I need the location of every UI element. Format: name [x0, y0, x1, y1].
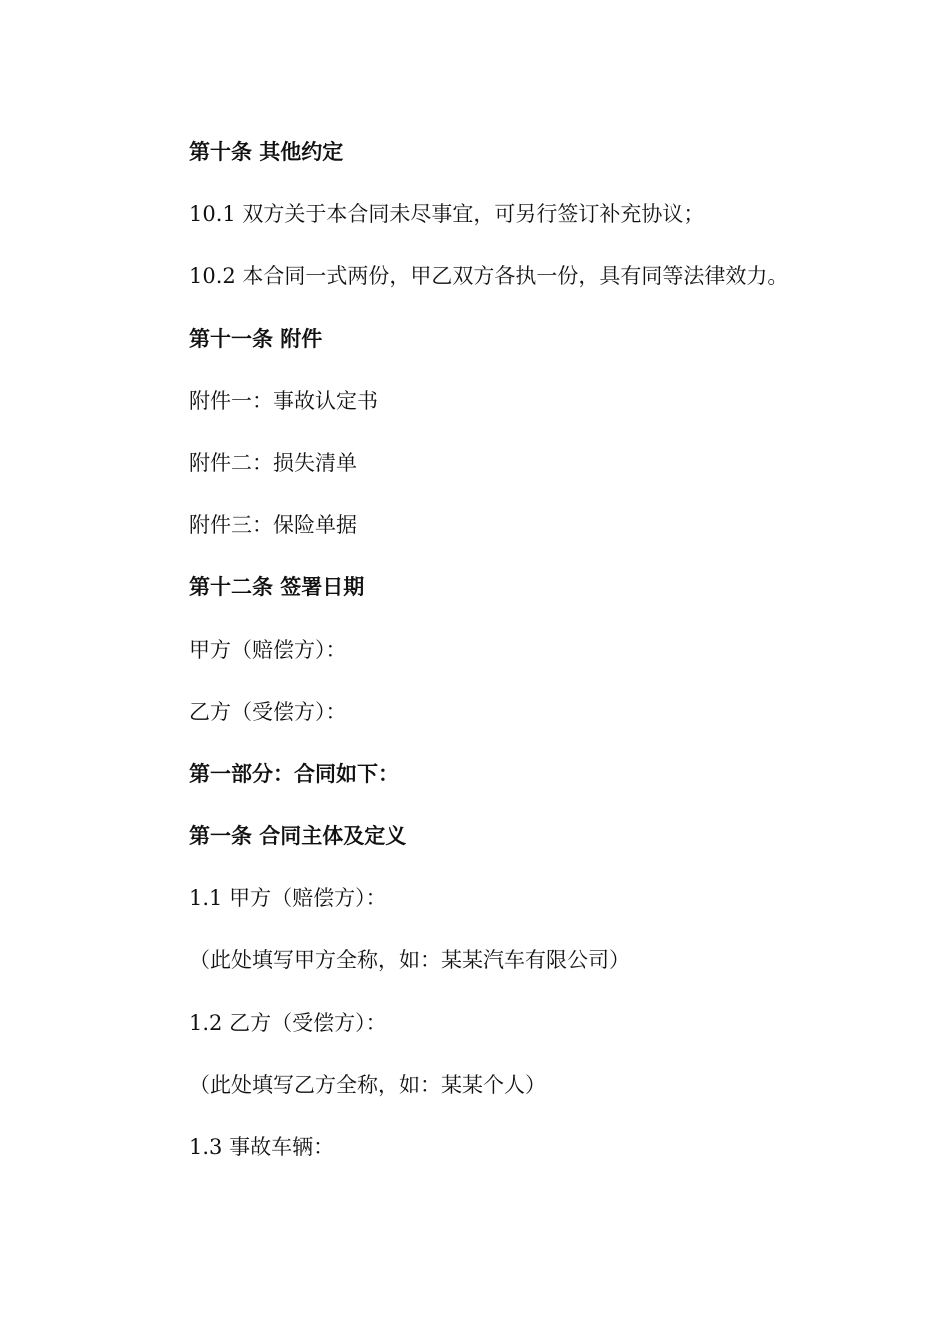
section-heading-article-12: 第十二条 签署日期	[189, 575, 365, 600]
attachment-2: 附件二：损失清单	[189, 450, 357, 475]
clause-1-3: 1.3 事故车辆：	[189, 1135, 335, 1159]
clause-1-2: 1.2 乙方（受偿方）：	[189, 1010, 387, 1035]
part-one-heading: 第一部分：合同如下：	[189, 761, 399, 786]
clause-1-2-note: （此处填写乙方全称，如：某某个人）	[189, 1072, 546, 1097]
clause-1-1: 1.1 甲方（赔偿方）：	[189, 886, 387, 911]
section-heading-article-11: 第十一条 附件	[189, 326, 323, 351]
attachment-1: 附件一：事故认定书	[189, 388, 378, 413]
section-heading-article-10: 第十条 其他约定	[189, 140, 344, 164]
party-b-signature-line: 乙方（受偿方）：	[189, 699, 347, 724]
clause-1-1-note: （此处填写甲方全称，如：某某汽车有限公司）	[189, 948, 630, 973]
attachment-3: 附件三：保险单据	[189, 513, 357, 538]
party-a-signature-line: 甲方（赔偿方）：	[189, 637, 347, 662]
section-heading-article-1: 第一条 合同主体及定义	[189, 824, 407, 849]
document-body	[189, 133, 869, 1190]
clause-10-1: 10.1 双方关于本合同未尽事宜，可另行签订补充协议；	[189, 202, 705, 227]
clause-10-2: 10.2 本合同一式两份，甲乙双方各执一份，具有同等法律效力。	[189, 264, 789, 289]
